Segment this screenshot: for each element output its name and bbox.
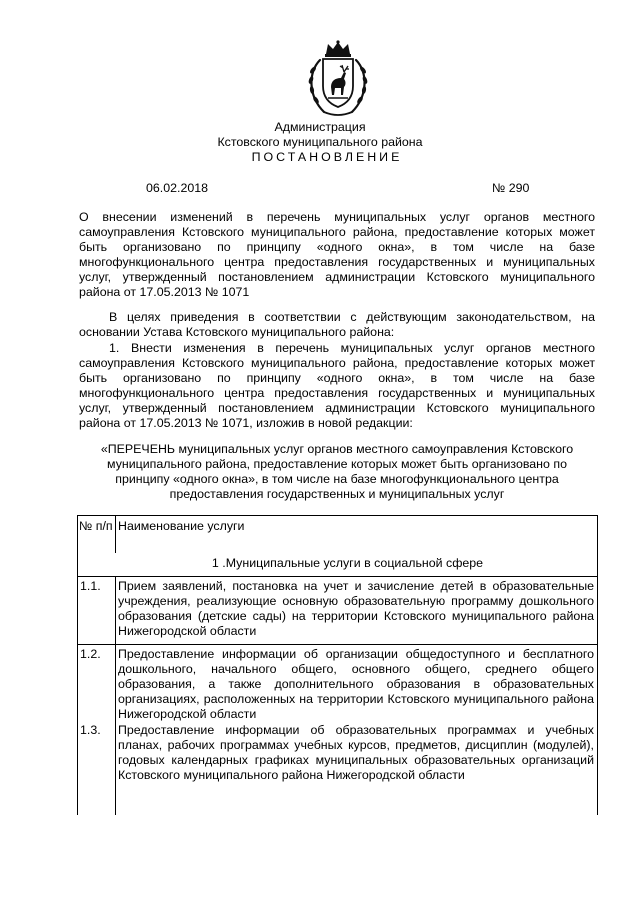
table-column-divider: [115, 576, 116, 815]
table-section-divider: [77, 576, 598, 577]
document-number: № 290: [492, 181, 530, 195]
header-district: Кстовского муниципального района: [217, 135, 423, 149]
table-row-number: 1.2.: [80, 647, 101, 661]
section-heading: 1 .Муниципальные услуги в социальной сфере: [211, 556, 484, 570]
table-row-number: 1.3.: [80, 723, 101, 737]
table-row-text: Прием заявлений, постановка на учет и зачисление детей в образовательные учреждения, реализующие основную образовательную программу дошкольного образования (детские сады) на территории Кстовского муниципального района Нижегородской области: [118, 579, 594, 638]
table-border-top: [77, 515, 598, 516]
table-row-text: Предоставление информации об организации общедоступного и бесплатного дошкольного, начального общего, основного общего, среднего общего образования, а также дополнительного образования в образовательных организациях, расположенных на территории Кстовского муниципального района Нижегородской области: [118, 647, 594, 721]
document-date: 06.02.2018: [146, 181, 209, 195]
header-administration: Администрация: [274, 120, 366, 134]
coat-of-arms-emblem: [304, 40, 372, 118]
document-subject: О внесении изменений в перечень муниципальных услуг органов местного самоуправления Кстовского муниципального района, предоставление которых может быть организовано по принципу «одного окна», в том числе на базе многофункционального центра предоставления государственных и муниципальных услуг, утвержденный постановлением администрации Кстовского муниципального района от 17.05.2013 № 1071: [79, 210, 595, 299]
table-row-number: 1.1.: [80, 579, 101, 593]
item-1-paragraph: 1. Внести изменения в перечень муниципальных услуг органов местного самоуправления Кстовского муниципального района, предоставление которых может быть организовано по принципу «одного окна», в том числе на базе многофункционального центра предоставления государственных и муниципальных услуг, утвержденный постановлением администрации Кстовского муниципального района от 17.05.2013 № 1071, изложив в новой редакции:: [79, 341, 595, 430]
table-header-divider: [115, 515, 116, 553]
document-type-title: ПОСТАНОВЛЕНИЕ: [251, 150, 403, 164]
column-header-service-name: Наименование услуги: [118, 519, 245, 533]
table-row-divider: [77, 644, 598, 645]
preamble-paragraph: В целях приведения в соответствии с действующим законодательством, на основании Устава Кстовского муниципального района:: [79, 310, 595, 339]
services-table: [77, 515, 598, 815]
column-header-number: № п/п: [79, 519, 113, 533]
list-title: «ПЕРЕЧЕНЬ муниципальных услуг органов местного самоуправления Кстовского муниципального района, предоставление которых может быть организовано по принципу «одного окна», в том числе на базе многофункционального центра предоставления государственных и муниципальных услуг: [100, 442, 574, 501]
table-row-text: Предоставление информации об образовательных программах и учебных планах, рабочих программах учебных курсов, предметов, дисциплин (модулей), годовых календарных графиках муниципальных образовательных организаций Кстовского муниципального района Нижегородской области: [118, 723, 594, 782]
